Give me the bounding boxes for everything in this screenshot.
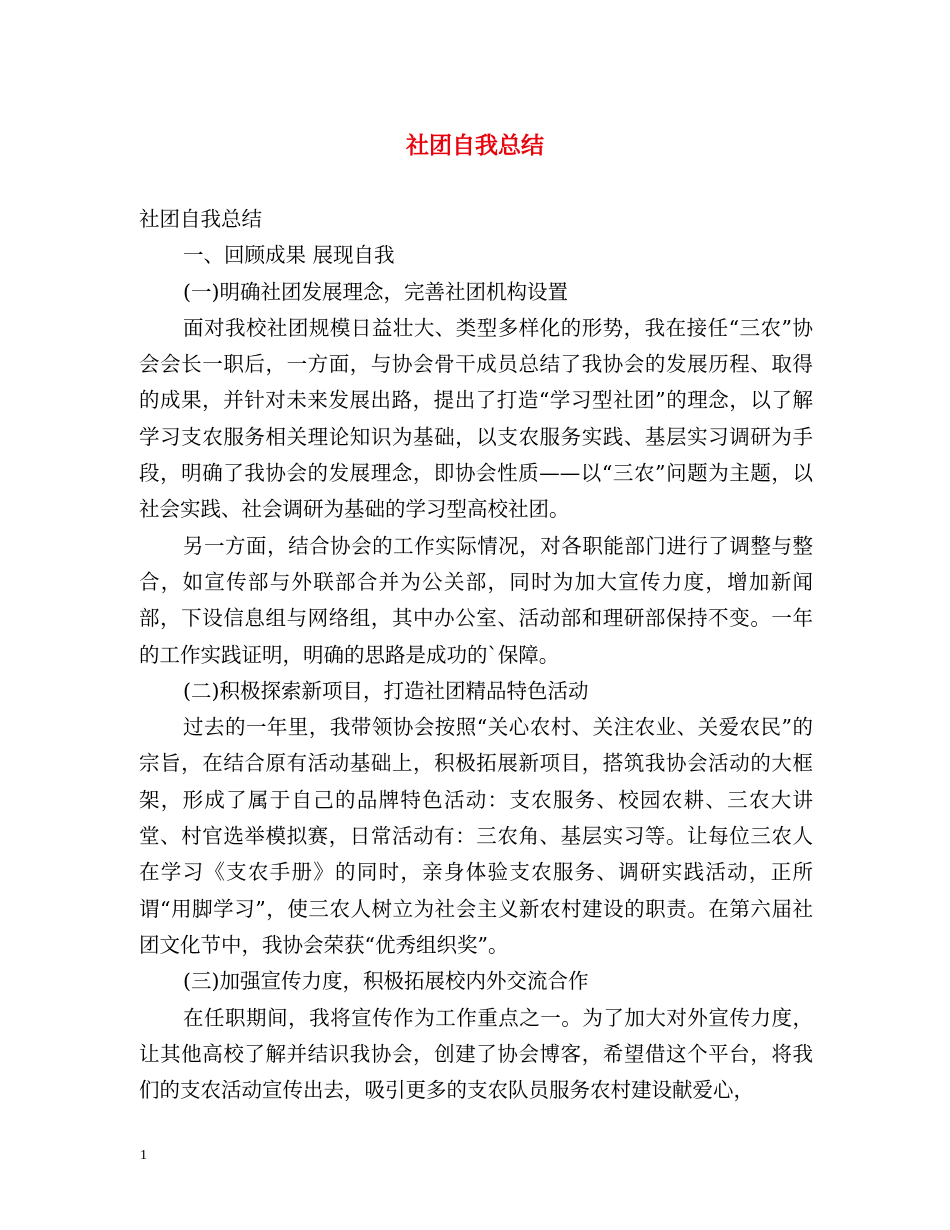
paragraph: 在任职期间，我将宣传作为工作重点之一。为了加大对外宣传力度，让其他高校了解并结识我协会，创建了协会博客，希望借这个平台，将我们的支农活动宣传出去，吸引更多的支农队员服务农村建设献爱心， [139, 1005, 813, 1103]
paragraph: 面对我校社团规模日益壮大、类型多样化的形势，我在接任“三农”协会会长一职后，一方面，与协会骨干成员总结了我协会的发展历程、取得的成果，并针对未来发展出路，提出了打造“学习型社团”的理念，以了解学习支农服务相关理论知识为基础，以支农服务实践、基层实习调研为手段，明确了我协会的发展理念，即协会性质——以“三农”问题为主题，以社会实践、社会调研为基础的学习型高校社团。 [139, 315, 813, 522]
subsection-heading-1: (一)明确社团发展理念，完善社团机构设置 [183, 279, 568, 304]
page-number: 1 [140, 1148, 147, 1163]
document-body [139, 201, 813, 1108]
subsection-heading-2: (二)积极探索新项目，打造社团精品特色活动 [183, 678, 589, 703]
paragraph: 另一方面，结合协会的工作实际情况，对各职能部门进行了调整与整合，如宣传部与外联部合并为公关部，同时为加大宣传力度，增加新闻部，下设信息组与网络组，其中办公室、活动部和理研部保持不变。一年的工作实践证明，明确的思路是成功的`保障。 [139, 533, 813, 667]
section-heading-1: 一、回顾成果 展现自我 [183, 243, 395, 268]
paragraph: 过去的一年里，我带领协会按照“关心农村、关注农业、关爱农民”的宗旨，在结合原有活动基础上，积极拓展新项目，搭筑我协会活动的大框架，形成了属于自己的品牌特色活动：支农服务、校园农耕、三农大讲堂、村官选举模拟赛，日常活动有：三农角、基层实习等。让每位三农人在学习《支农手册》的同时，亲身体验支农服务、调研实践活动，正所谓“用脚学习”，使三农人树立为社会主义新农村建设的职责。在第六届社团文化节中，我协会荣获“优秀组织奖”。 [139, 715, 813, 957]
document-title: 社团自我总结 [406, 132, 544, 159]
body-heading: 社团自我总结 [139, 207, 262, 231]
subsection-heading-3: (三)加强宣传力度，积极拓展校内外交流合作 [183, 969, 589, 994]
